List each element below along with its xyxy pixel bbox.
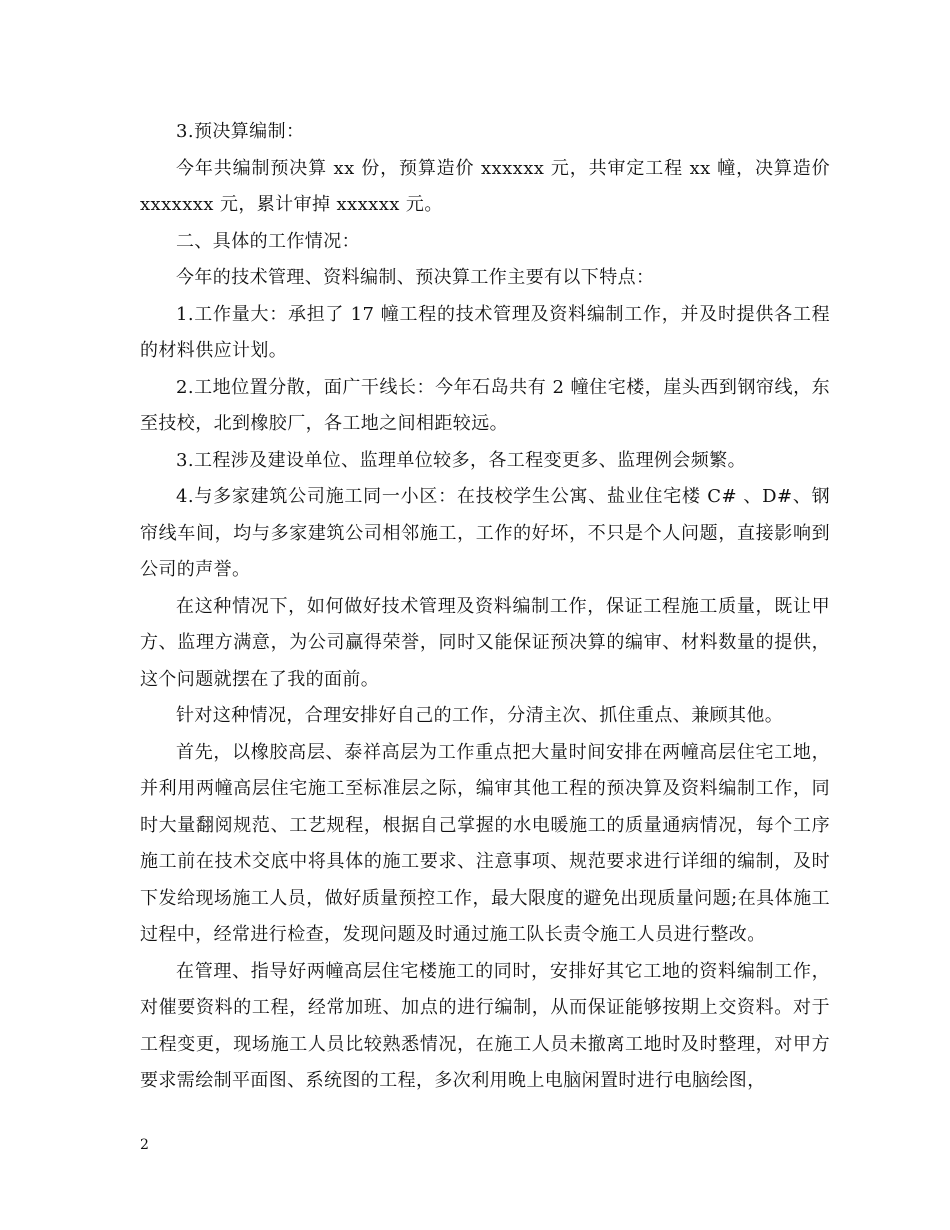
list-item: 4.与多家建筑公司施工同一小区：在技校学生公寓、盐业住宅楼 C# 、D#、钢帘线车间，均与多家建筑公司相邻施工，工作的好坏，不只是个人问题，直接影响到公司的声誉。: [140, 486, 830, 580]
paragraph: 首先，以橡胶高层、泰祥高层为工作重点把大量时间安排在两幢高层住宅工地，并利用两幢高层住宅施工至标准层之际，编审其他工程的预决算及资料编制工作，同时大量翻阅规范、工艺规程，根据自己掌握的水电暖施工的质量通病情况，每个工序施工前在技术交底中将具体的施工要求、注意事项、规范要求进行详细的编制，及时下发给现场施工人员，做好质量预控工作，最大限度的避免出现质量问题;在具体施工过程中，经常进行检查，发现问题及时通过施工队长责令施工人员进行整改。: [140, 741, 830, 945]
paragraph: 在这种情况下，如何做好技术管理及资料编制工作，保证工程施工质量，既让甲方、监理方满意，为公司赢得荣誉，同时又能保证预决算的编审、材料数量的提供，这个问题就摆在了我的面前。: [140, 595, 830, 690]
list-item: 3.工程涉及建设单位、监理单位较多，各工程变更多、监理例会频繁。: [176, 449, 746, 471]
paragraph: 今年的技术管理、资料编制、预决算工作主要有以下特点：: [176, 267, 655, 288]
section-heading-work-details: 二、具体的工作情况：: [176, 230, 360, 252]
page-number: 2: [140, 1137, 149, 1153]
list-item: 2.工地位置分散，面广干线长：今年石岛共有 2 幢住宅楼，崖头西到钢帘线，东至技校，北到橡胶厂，各工地之间相距较远。: [140, 376, 830, 434]
section-heading-budget: 3.预决算编制：: [176, 121, 305, 142]
document-body: [140, 114, 830, 1100]
paragraph: 在管理、指导好两幢高层住宅楼施工的同时，安排好其它工地的资料编制工作，对催要资料的工程，经常加班、加点的进行编制，从而保证能够按期上交资料。对于工程变更，现场施工人员比较熟悉情况，在施工人员未撤离工地时及时整理，对甲方要求需绘制平面图、系统图的工程，多次利用晚上电脑闲置时进行电脑绘图，: [140, 960, 830, 1091]
list-item: 1.工作量大：承担了 17 幢工程的技术管理及资料编制工作，并及时提供各工程的材料供应计划。: [140, 303, 830, 361]
paragraph: 今年共编制预决算 xx 份，预算造价 xxxxxx 元，共审定工程 xx 幢，决算造价 xxxxxxx 元，累计审掉 xxxxxx 元。: [140, 157, 830, 215]
paragraph: 针对这种情况，合理安排好自己的工作，分清主次、抓住重点、兼顾其他。: [176, 705, 784, 726]
